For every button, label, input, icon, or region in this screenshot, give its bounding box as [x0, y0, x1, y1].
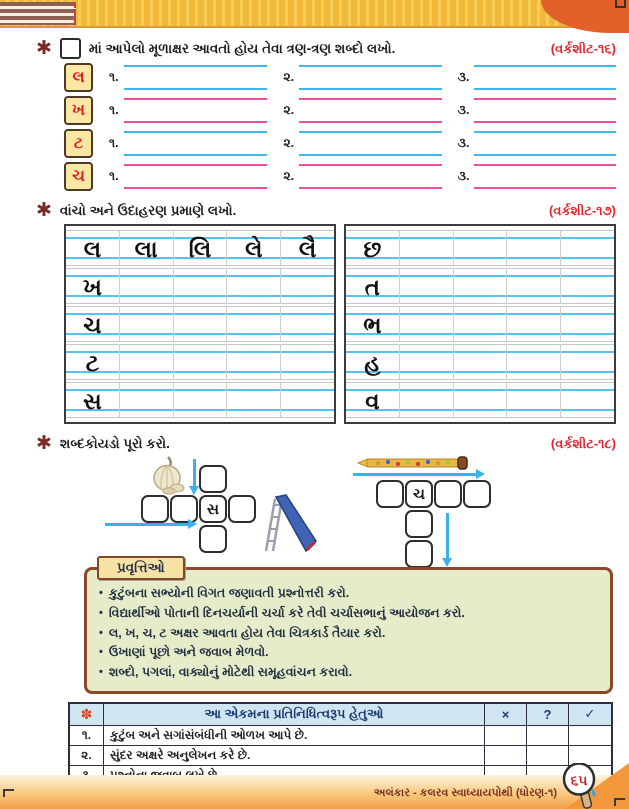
- star-bullet-icon: ✱: [36, 200, 52, 221]
- mark-cell: [485, 746, 527, 765]
- writing-line: [299, 98, 442, 123]
- section2-instruction: વાંચો અને ઉદાહરણ પ્રમાણે લખો.: [59, 202, 237, 218]
- writing-row: ભ: [346, 306, 614, 342]
- writing-row: ખ: [66, 268, 334, 304]
- header-star: ✽: [70, 704, 104, 725]
- page-number-badge: [561, 763, 601, 809]
- writing-line: [124, 131, 268, 156]
- header-check: ✓: [584, 706, 596, 722]
- mark-cell: [485, 726, 527, 745]
- writing-line: [474, 98, 616, 123]
- right-arrow-icon: [105, 523, 189, 526]
- writing-row: હ: [346, 344, 614, 380]
- crossword-cell: [199, 465, 227, 493]
- writing-line: [299, 131, 442, 156]
- answer-blank: ૧.: [109, 164, 267, 189]
- activity-item: • વિદ્યાર્થીઓ પોતાની દિનચર્યાની ચર્ચા કરે તેવી ચર્ચાસભાનું આયોજન કરો.: [99, 604, 598, 624]
- section-crossword: [36, 434, 616, 557]
- answer-blank: ૩.: [458, 131, 616, 156]
- answer-blank: ૩.: [458, 98, 616, 123]
- writing-line: [124, 65, 268, 90]
- table-row: ૨. સુંદર અક્ષરે અનુલેખન કરે છે.: [70, 746, 611, 766]
- star-bullet-icon: ✱: [36, 38, 52, 59]
- top-border-decoration: [0, 0, 629, 28]
- mark-cell: [569, 726, 611, 745]
- star-bullet-icon: ✱: [36, 433, 52, 454]
- writing-line: [474, 164, 616, 189]
- crossword-cell: [434, 480, 462, 508]
- writing-row: વ: [346, 382, 614, 418]
- page-content: [0, 28, 629, 787]
- crossword-stick: [351, 451, 551, 571]
- registration-mark: [615, 0, 626, 8]
- activities-title: પ્રવૃત્તિઓ: [97, 556, 185, 580]
- section-write-words: [36, 38, 616, 191]
- activity-item: • શબ્દો, પગલાં, વાક્યોનું મોટેથી સમૂહવાંચન કરાવો.: [99, 663, 598, 683]
- bullet-icon: •: [99, 626, 103, 639]
- section1-instruction: માં આપેલો મૂળાક્ષર આવતો હોય તેવા ત્રણ-ત્રણ શબ્દો લખો.: [88, 40, 396, 56]
- crossword-cell: [376, 480, 404, 508]
- letter-tile: ટ: [64, 129, 93, 158]
- crossword-cell-filled: ચ: [405, 480, 433, 508]
- table-row: ૧. કુટુંબ અને સગાંસંબંધીની ઓળખ આપે છે.: [70, 726, 611, 746]
- letter-row: [64, 129, 616, 158]
- crossword-cell: [228, 495, 256, 523]
- answer-blank: ૧.: [109, 131, 267, 156]
- right-arrow-icon: [353, 473, 477, 476]
- answer-blank: ૨.: [283, 98, 441, 123]
- registration-mark: [3, 789, 14, 797]
- bullet-icon: •: [99, 666, 103, 679]
- header-cross: ×: [485, 704, 527, 725]
- writing-line: [299, 164, 442, 189]
- worksheet-17-ref: (વર્કશીટ-૧૭): [549, 202, 616, 218]
- writing-grid-right: [344, 224, 616, 424]
- activity-item: • ઉખાણાં પૂછો અને જવાબ મેળવો.: [99, 643, 598, 663]
- page-number: ૬૫: [570, 772, 588, 788]
- header-question: ?: [527, 704, 569, 725]
- writing-line: [124, 98, 268, 123]
- worksheet-16-ref: (વર્કશીટ-૧૬): [550, 40, 616, 56]
- answer-blank: ૩.: [458, 164, 616, 189]
- footer-book-title: અલંકાર - કલરવ સ્વાધ્યાયપોથી (ધોરણ-૧): [373, 787, 557, 799]
- writing-row: છ: [346, 230, 614, 266]
- writing-row: ટ: [66, 344, 334, 380]
- writing-row: ત: [346, 268, 614, 304]
- answer-blank: ૧.: [109, 65, 267, 90]
- activity-item: • લ, ખ, ચ, ટ અક્ષર આવતા હોય તેવા ચિત્રકાર્ડ તૈયાર કરો.: [99, 624, 598, 644]
- header-objectives: આ એકમના પ્રતિનિધિત્વરૂપ હેતુઓ: [104, 704, 485, 725]
- writing-grid-left: [64, 224, 336, 424]
- crossword-cell-filled: સ: [199, 495, 227, 523]
- activity-item: • કુટુંબના સભ્યોની વિગત જણાવતી પ્રશ્નોત્તરી કરો.: [99, 584, 598, 604]
- section-copy-letters: [36, 201, 616, 424]
- letter-row: [64, 63, 616, 92]
- letter-row: [64, 96, 616, 125]
- crossword-cell: [405, 510, 433, 538]
- letter-row: [64, 162, 616, 191]
- letter-box-placeholder: [60, 38, 81, 59]
- section3-instruction: શબ્દકોયડો પૂરો કરો.: [59, 435, 170, 451]
- down-arrow-icon: [446, 513, 449, 559]
- letter-tile: ચ: [64, 162, 93, 191]
- crossword-cell: [199, 525, 227, 553]
- writing-line: [474, 131, 616, 156]
- writing-row: સ: [66, 382, 334, 418]
- registration-mark: [614, 798, 625, 806]
- mark-cell: [527, 726, 569, 745]
- answer-blank: ૩.: [458, 65, 616, 90]
- letter-tile: ખ: [64, 96, 93, 125]
- writing-line: [124, 164, 268, 189]
- worksheet-18-ref: (વર્કશીટ-૧૮): [550, 435, 616, 451]
- table-header-row: [70, 704, 611, 726]
- letter-tile: લ: [64, 63, 93, 92]
- crossword-cell: [405, 540, 433, 568]
- crossword-cell: [463, 480, 491, 508]
- bullet-icon: •: [99, 606, 103, 619]
- slide-image: [258, 493, 318, 555]
- activities-box: [84, 560, 613, 694]
- answer-blank: ૨.: [283, 164, 441, 189]
- writing-row: લ લા લિ લે લૈ: [66, 230, 334, 266]
- crossword-cell: [141, 495, 169, 523]
- answer-blank: ૧.: [109, 98, 267, 123]
- writing-line: [474, 65, 616, 90]
- writing-line: [299, 65, 442, 90]
- writing-row: ચ: [66, 306, 334, 342]
- down-arrow-icon: [193, 459, 196, 487]
- decorated-stick-image: [356, 455, 476, 471]
- garlic-image: [147, 455, 189, 495]
- corner-stripes-decoration: [0, 2, 76, 25]
- bullet-icon: •: [99, 587, 103, 599]
- answer-blank: ૨.: [283, 65, 441, 90]
- bullet-icon: •: [99, 646, 103, 659]
- answer-blank: ૨.: [283, 131, 441, 156]
- crossword-garlic-slide: [103, 457, 363, 557]
